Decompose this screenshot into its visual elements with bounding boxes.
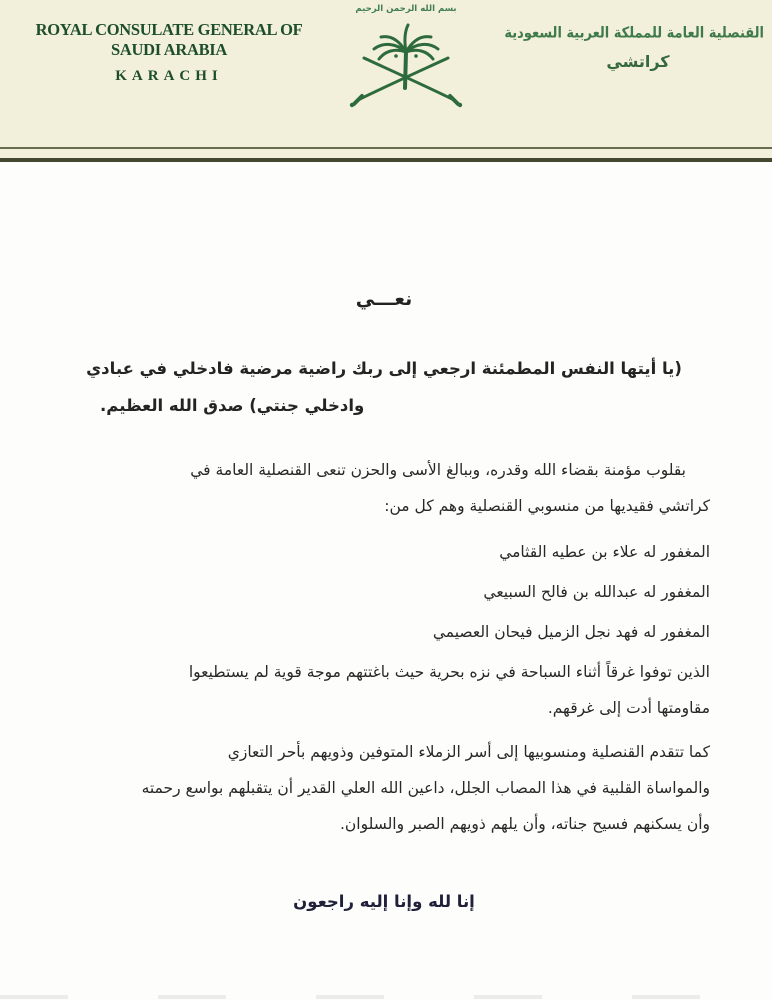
paragraph-line: وأن يسكنهم فسيح جناته، وأن يلهم ذويهم الصبر والسلوان.: [340, 815, 710, 833]
paragraph-line: بقلوب مؤمنة بقضاء الله وقدره، وببالغ الأسى والحزن تنعى القنصلية العامة في: [190, 461, 686, 479]
org-city-line: KARACHI: [115, 68, 223, 84]
org-name-line: SAUDI ARABIA: [110, 40, 228, 59]
bismillah-calligraphy: بسم الله الرحمن الرحيم: [355, 4, 457, 14]
deceased-list: [58, 532, 710, 652]
org-name-line: ROYAL CONSULATE GENERAL OF: [35, 20, 303, 39]
paragraph-line: والمواساة القلبية في هذا المصاب الجلل، داعين الله العلي القدير أن يتقبلهم بواسع رحمته: [141, 779, 710, 797]
deceased-name: المغفور له علاء بن عطيه القثامي: [499, 543, 710, 561]
saudi-emblem: [326, 4, 486, 112]
cause-paragraph: [58, 654, 710, 726]
letterhead: [0, 0, 772, 147]
letterhead-rule: [0, 147, 772, 162]
org-name-arabic-calligraphy: القنصلية العامة للمملكة العربية السعودية: [504, 24, 764, 43]
closing-invocation: إنا لله وإنا إليه راجعون: [293, 892, 475, 911]
verse-line: (يا أيتها النفس المطمئنة ارجعي إلى ربك راضية مرضية فادخلي في عبادي: [86, 359, 682, 378]
letter-body: [0, 162, 772, 911]
paragraph-line: كراتشي فقيديها من منسوبي القنصلية وهم كل من:: [384, 497, 710, 515]
condolences-paragraph: [58, 734, 710, 842]
paragraph-line: كما تتقدم القنصلية ومنسوبيها إلى أسر الزملاء المتوفين وذويهم بأحر التعازي: [227, 743, 710, 761]
paragraph-line: مقاومتها أدت إلى غرقهم.: [547, 699, 710, 717]
announcement-paragraph: [58, 452, 710, 524]
deceased-name: المغفور له فهد نجل الزميل فيحان العصيمي: [432, 623, 710, 641]
scan-artifact-marks: [0, 995, 772, 999]
paragraph-line: الذين توفوا غرقاً أثناء السباحة في نزه بحرية حيث باغتتهم موجة قوية لم يستطيعوا: [188, 663, 710, 681]
consulate-name-arabic: [504, 24, 764, 71]
deceased-name: المغفور له عبدالله بن فالح السبيعي: [483, 583, 710, 601]
verse-line: وادخلي جنتي) صدق الله العظيم.: [100, 396, 365, 415]
consulate-name-english: [28, 20, 310, 85]
palm-and-swords-icon: [336, 16, 476, 108]
org-city-arabic: كراتشي: [606, 52, 670, 71]
document-title: نعـــي: [355, 288, 413, 310]
quran-verse: [58, 357, 710, 418]
